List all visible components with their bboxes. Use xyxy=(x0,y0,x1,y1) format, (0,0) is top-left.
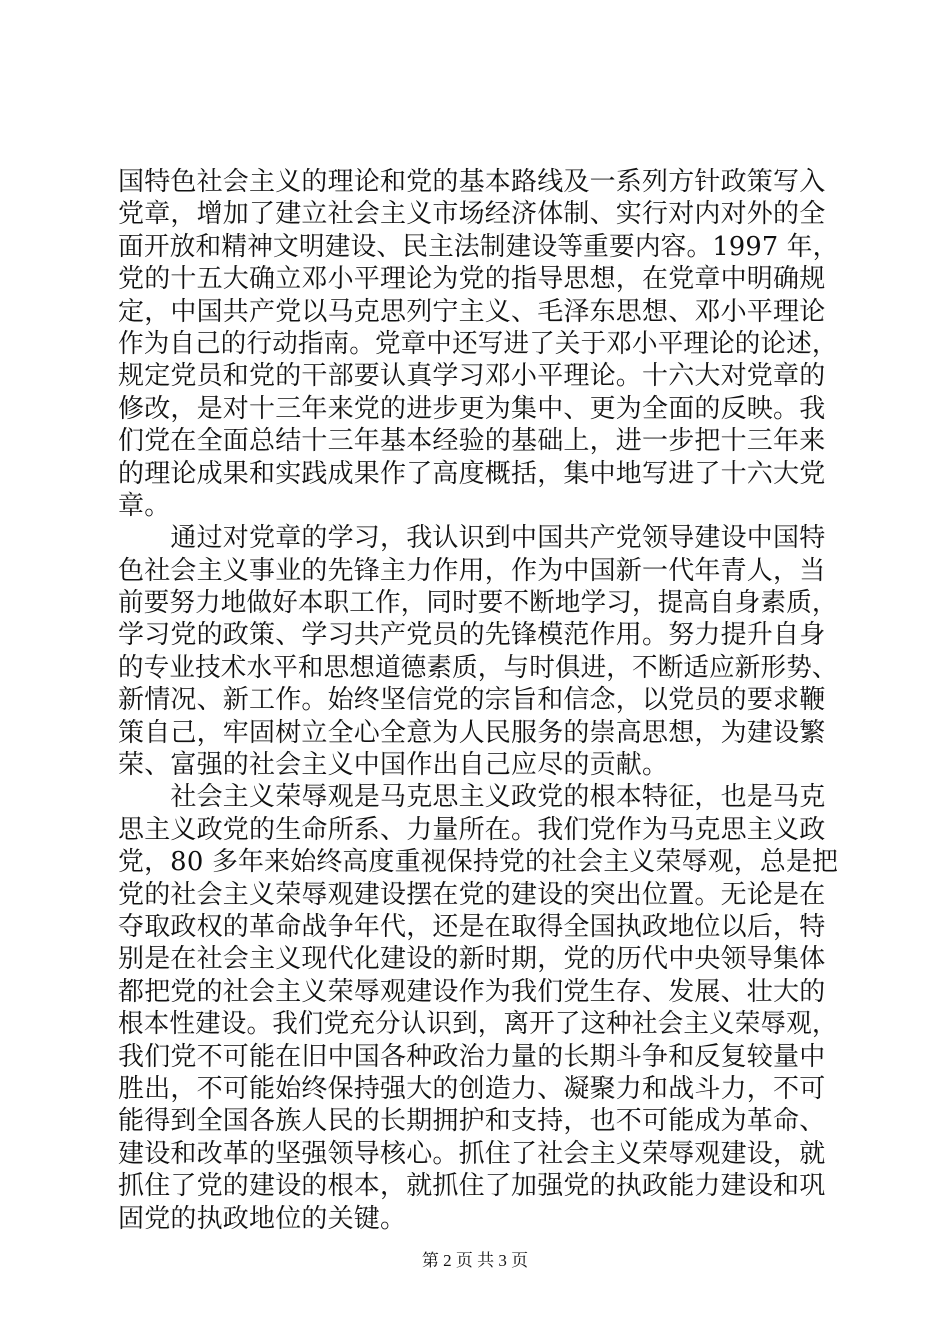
text-line: 通过对党章的学习，我认识到中国共产党领导建设中国特 xyxy=(118,523,826,554)
text-line: 学习党的政策、学习共产党员的先锋模范作用。努力提升自身 xyxy=(118,620,826,651)
text-line: 荣、富强的社会主义中国作出自己应尽的贡献。 xyxy=(118,750,669,781)
text-line: 定，中国共产党以马克思列宁主义、毛泽东思想、邓小平理论 xyxy=(118,296,826,327)
text-line: 固党的执政地位的关键。 xyxy=(118,1203,407,1234)
text-line: 社会主义荣辱观是马克思主义政党的根本特征，也是马克 xyxy=(118,782,826,813)
text-line: 党的十五大确立邓小平理论为党的指导思想，在党章中明确规 xyxy=(118,264,826,295)
text-line: 作为自己的行动指南。党章中还写进了关于邓小平理论的论述， xyxy=(118,328,838,359)
text-line: 党，80 多年来始终高度重视保持党的社会主义荣辱观，总是把 xyxy=(118,847,839,878)
text-line: 策自己，牢固树立全心全意为人民服务的崇高思想，为建设繁 xyxy=(118,717,826,748)
text-line: 面开放和精神文明建设、民主法制建设等重要内容。1997 年， xyxy=(118,231,839,262)
text-line: 修改，是对十三年来党的进步更为集中、更为全面的反映。我 xyxy=(118,393,826,424)
text-line: 我们党不可能在旧中国各种政治力量的长期斗争和反复较量中 xyxy=(118,1041,826,1072)
text-line: 思主义政党的生命所系、力量所在。我们党作为马克思主义政 xyxy=(118,814,826,845)
text-line: 新情况、新工作。始终坚信党的宗旨和信念，以党员的要求鞭 xyxy=(118,685,826,716)
text-line: 胜出，不可能始终保持强大的创造力、凝聚力和战斗力，不可 xyxy=(118,1073,826,1104)
text-line: 党章，增加了建立社会主义市场经济体制、实行对内对外的全 xyxy=(118,199,826,230)
text-line: 建设和改革的坚强领导核心。抓住了社会主义荣辱观建设，就 xyxy=(118,1138,826,1169)
text-line: 规定党员和党的干部要认真学习邓小平理论。十六大对党章的 xyxy=(118,361,826,392)
text-line: 别是在社会主义现代化建设的新时期，党的历代中央领导集体 xyxy=(118,944,826,975)
document-body xyxy=(118,166,838,1235)
text-line: 前要努力地做好本职工作，同时要不断地学习，提高自身素质， xyxy=(118,588,838,619)
page-number: 第 2 页 共 3 页 xyxy=(421,1251,529,1270)
text-line: 抓住了党的建设的根本，就抓住了加强党的执政能力建设和巩 xyxy=(118,1171,826,1202)
text-line: 们党在全面总结十三年基本经验的基础上，进一步把十三年来 xyxy=(118,426,826,457)
text-line: 党的社会主义荣辱观建设摆在党的建设的突出位置。无论是在 xyxy=(118,879,826,910)
text-line: 章。 xyxy=(118,490,171,521)
text-line: 的专业技术水平和思想道德素质，与时俱进，不断适应新形势、 xyxy=(118,652,838,683)
text-line: 色社会主义事业的先锋主力作用，作为中国新一代年青人，当 xyxy=(118,555,826,586)
text-line: 都把党的社会主义荣辱观建设作为我们党生存、发展、壮大的 xyxy=(118,976,826,1007)
page-footer xyxy=(0,1246,950,1271)
text-line: 能得到全国各族人民的长期拥护和支持，也不可能成为革命、 xyxy=(118,1106,826,1137)
text-line: 国特色社会主义的理论和党的基本路线及一系列方针政策写入 xyxy=(118,167,826,197)
text-line: 的理论成果和实践成果作了高度概括，集中地写进了十六大党 xyxy=(118,458,826,489)
text-line: 根本性建设。我们党充分认识到，离开了这种社会主义荣辱观， xyxy=(118,1009,838,1040)
text-line: 夺取政权的革命战争年代，还是在取得全国执政地位以后，特 xyxy=(118,911,826,942)
